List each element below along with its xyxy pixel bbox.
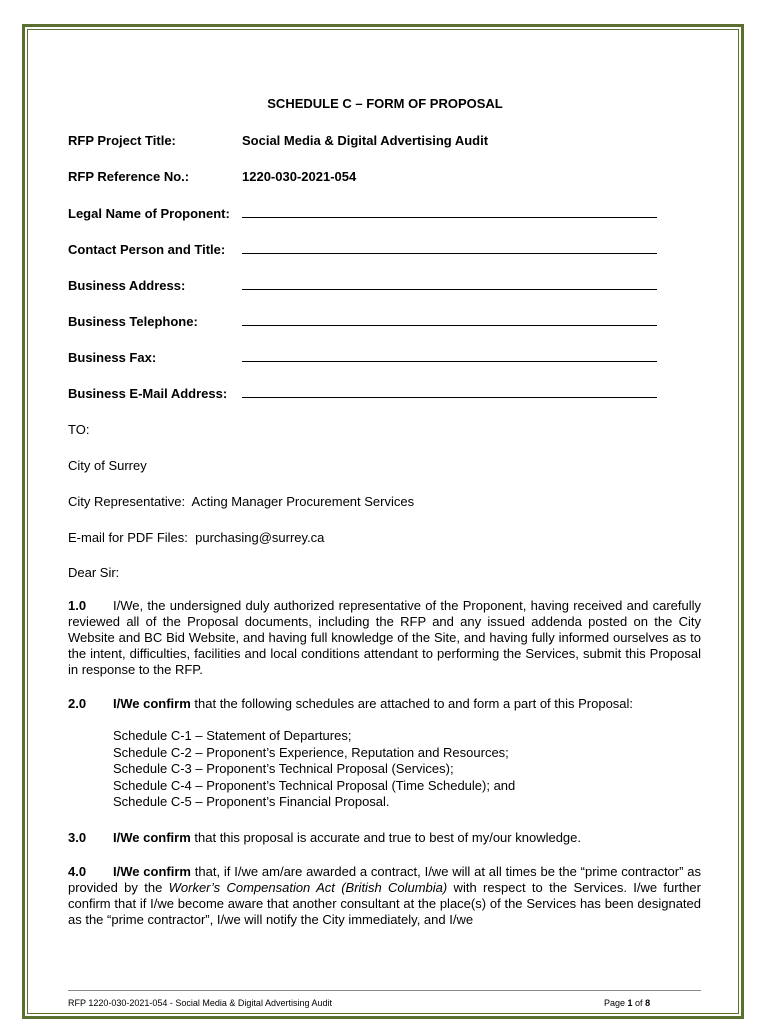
reference-label: RFP Reference No.: bbox=[68, 169, 190, 184]
city-name: City of Surrey bbox=[68, 458, 147, 473]
section-2 bbox=[68, 696, 701, 712]
list-item: Schedule C-4 – Proponent’s Technical Proposal (Time Schedule); and bbox=[113, 777, 516, 793]
contact-label: Contact Person and Title: bbox=[68, 242, 226, 257]
contact-field[interactable] bbox=[242, 253, 657, 254]
email-field[interactable] bbox=[242, 397, 657, 398]
section-1 bbox=[68, 598, 701, 678]
section-3 bbox=[68, 830, 701, 846]
section-3-number: 3.0 bbox=[68, 830, 87, 845]
footer-page-total: 8 bbox=[645, 998, 651, 1008]
footer-divider bbox=[68, 990, 701, 991]
footer-page-prefix: Page bbox=[604, 998, 628, 1008]
project-title-label: RFP Project Title: bbox=[68, 133, 176, 148]
section-3-text: that this proposal is accurate and true to best of my/our knowledge. bbox=[190, 830, 581, 845]
fax-field[interactable] bbox=[242, 361, 657, 362]
legal-name-label: Legal Name of Proponent: bbox=[68, 206, 230, 221]
pdf-email: E-mail for PDF Files: purchasing@surrey.ca bbox=[68, 530, 325, 545]
telephone-field[interactable] bbox=[242, 325, 657, 326]
list-item: Schedule C-1 – Statement of Departures; bbox=[113, 728, 352, 743]
section-3-bold: I/We confirm bbox=[113, 830, 191, 845]
section-2-bold: I/We confirm bbox=[113, 696, 191, 711]
list-item: Schedule C-5 – Proponent’s Financial Proposal. bbox=[113, 794, 390, 809]
reference-value: 1220-030-2021-054 bbox=[242, 169, 357, 184]
footer-document-title: RFP 1220-030-2021-054 - Social Media & Digital Advertising Audit bbox=[68, 998, 332, 1008]
page-title: SCHEDULE C – FORM OF PROPOSAL bbox=[267, 96, 503, 111]
section-2-text: that the following schedules are attached to and form a part of this Proposal: bbox=[190, 696, 634, 711]
email-label: Business E-Mail Address: bbox=[68, 386, 228, 401]
fax-label: Business Fax: bbox=[68, 350, 157, 365]
telephone-label: Business Telephone: bbox=[68, 314, 198, 329]
section-4-text-a: that, if I/we am/are awarded a contract, I/we will at all times be the “prime contractor” as provided by the bbox=[68, 864, 701, 895]
list-item: Schedule C-3 – Proponent’s Technical Proposal (Services); bbox=[113, 761, 454, 776]
section-1-text: I/We, the undersigned duly authorized representative of the Proponent, having received and carefully reviewed all of the Proposal documents, including the RFP and any issued addenda posted on the City Website and BC Bid Website, and having full knowledge of the Site, and having fully informed ourselves as to the intent, difficulties, facilities and local conditions attendant to performing the Services, submit this Proposal in response to the RFP. bbox=[68, 598, 701, 677]
address-label: Business Address: bbox=[68, 278, 186, 293]
to-label: TO: bbox=[68, 422, 90, 437]
section-2-number: 2.0 bbox=[68, 696, 87, 711]
schedule-list bbox=[113, 728, 515, 811]
address-field[interactable] bbox=[242, 289, 657, 290]
footer-page-of: of bbox=[632, 998, 646, 1008]
section-4-bold: I/We confirm bbox=[113, 864, 191, 879]
list-item: Schedule C-2 – Proponent’s Experience, Reputation and Resources; bbox=[113, 744, 509, 760]
section-1-number: 1.0 bbox=[68, 598, 87, 613]
legal-name-field[interactable] bbox=[242, 217, 657, 218]
section-4-number: 4.0 bbox=[68, 864, 87, 879]
city-representative: City Representative: Acting Manager Procurement Services bbox=[68, 494, 415, 509]
project-title-value: Social Media & Digital Advertising Audit bbox=[242, 133, 489, 148]
footer-page-number bbox=[604, 998, 650, 1008]
section-4 bbox=[68, 864, 701, 928]
footer-page-current: 1 bbox=[627, 998, 633, 1008]
section-4-act-name: Worker’s Compensation Act (British Columbia) bbox=[168, 880, 448, 895]
section-4-text-b: with respect to the Services. I/we further confirm that if I/we become aware that another consultant at the place(s) of the Services has been designated as the “prime contractor”, I/we will notify the City immediately, and I/we bbox=[68, 880, 701, 927]
salutation: Dear Sir: bbox=[68, 565, 120, 580]
